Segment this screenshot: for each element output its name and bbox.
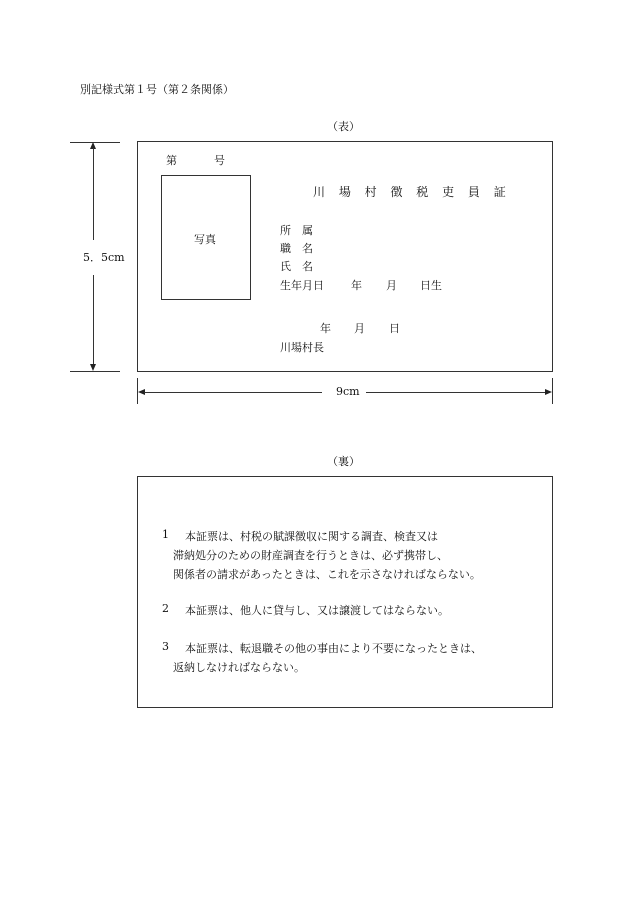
arrow-down-icon	[90, 364, 96, 371]
birthdate-year: 年	[351, 279, 362, 292]
issue-year: 年	[320, 322, 331, 335]
birthdate-label: 生年月日	[280, 279, 324, 292]
back-item-number: 3	[162, 640, 169, 653]
number-label-go: 号	[214, 154, 225, 167]
width-right-tick	[552, 378, 553, 404]
width-label: 9cm	[336, 385, 360, 398]
field-title-label: 職 名	[280, 242, 313, 255]
back-item-number: 2	[162, 602, 169, 615]
arrow-right-icon	[545, 389, 552, 395]
birthdate-day: 日生	[420, 279, 442, 292]
width-line-right	[366, 392, 545, 393]
card-title: 川 場 村 徴 税 吏 員 証	[313, 185, 511, 199]
issuer-label: 川場村長	[280, 341, 324, 354]
back-item-line: 本証票は、他人に貸与し、又は譲渡してはならない。	[185, 604, 449, 617]
number-label-dai: 第	[166, 154, 177, 167]
height-line-upper	[93, 148, 94, 240]
photo-label: 写真	[194, 233, 216, 246]
birthdate-month: 月	[386, 279, 397, 292]
form-title: 別記様式第１号（第２条関係）	[80, 83, 234, 96]
back-item-line: 本証票は、転退職その他の事由により不要になったときは、	[185, 642, 482, 655]
issue-month: 月	[354, 322, 365, 335]
back-item-number: 1	[162, 528, 169, 541]
back-item-line: 本証票は、村税の賦課徴収に関する調査、検査又は	[185, 530, 438, 543]
issue-day: 日	[389, 322, 400, 335]
back-item-line: 返納しなければならない。	[173, 661, 305, 674]
height-bottom-tick	[70, 371, 120, 372]
height-label: 5．5cm	[83, 251, 125, 264]
back-item-line: 関係者の請求があったときは、これを示さなければならない。	[173, 568, 481, 581]
back-heading: （裏）	[327, 455, 360, 468]
back-item-line: 滞納処分のための財産調査を行うときは、必ず携帯し、	[173, 549, 448, 562]
width-line-left	[144, 392, 322, 393]
field-affiliation-label: 所 属	[280, 224, 313, 237]
field-name-label: 氏 名	[280, 260, 313, 273]
height-line-lower	[93, 275, 94, 365]
front-heading: （表）	[327, 120, 360, 133]
